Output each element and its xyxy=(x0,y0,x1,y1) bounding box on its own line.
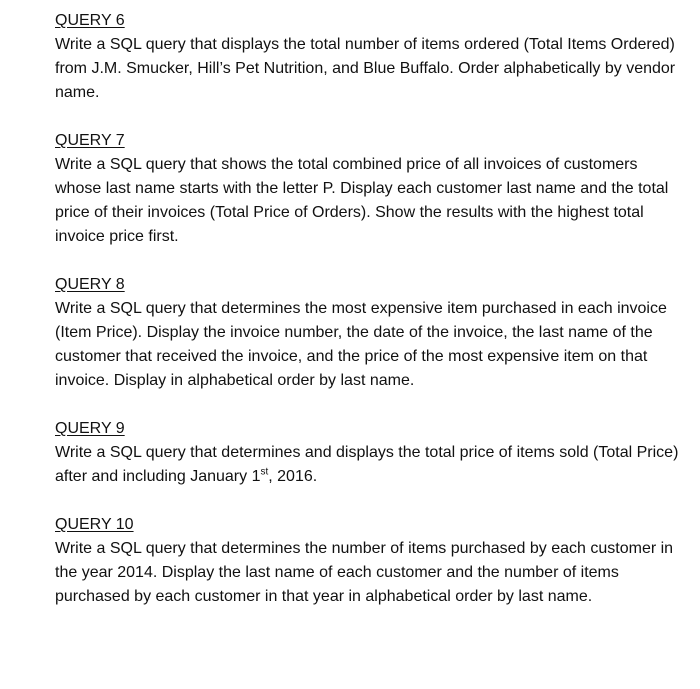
query-9-text-main: Write a SQL query that determines and displays the total price of items sold (Total Price) after and including January 1 xyxy=(55,444,679,485)
document xyxy=(55,9,685,633)
query-8-section xyxy=(55,273,685,393)
query-9-section xyxy=(55,417,685,489)
query-7-title: QUERY 7 xyxy=(55,132,125,149)
query-10-title: QUERY 10 xyxy=(55,516,134,533)
query-6-title: QUERY 6 xyxy=(55,12,125,29)
query-10-section xyxy=(55,513,685,609)
query-6-text: Write a SQL query that displays the total number of items ordered (Total Items Ordered) from J.M. Smucker, Hill’s Pet Nutrition, and Blue Buffalo. Order alphabetically by vendor name. xyxy=(55,36,676,101)
query-10-text: Write a SQL query that determines the number of items purchased by each customer in the year 2014. Display the last name of each customer and the number of items purchased by each customer in that year in alphabetical order by last name. xyxy=(55,540,674,605)
query-7-text: Write a SQL query that shows the total combined price of all invoices of customers whose last name starts with the letter P. Display each customer last name and the total price of their invoices (Total Price of Orders). Show the results with the highest total invoice price first. xyxy=(55,156,669,245)
query-9-text-end: , 2016. xyxy=(268,468,318,485)
query-9-text xyxy=(55,441,685,489)
query-9-ordinal-suffix: st xyxy=(260,466,269,478)
query-9-title: QUERY 9 xyxy=(55,420,125,437)
query-7-section xyxy=(55,129,685,249)
query-6-section xyxy=(55,9,685,105)
query-8-text: Write a SQL query that determines the most expensive item purchased in each invoice (Item Price). Display the invoice number, the date of the invoice, the last name of the customer that received the invoice, and the price of the most expensive item on that invoice. Display in alphabetical order by last name. xyxy=(55,300,667,389)
query-8-title: QUERY 8 xyxy=(55,276,125,293)
